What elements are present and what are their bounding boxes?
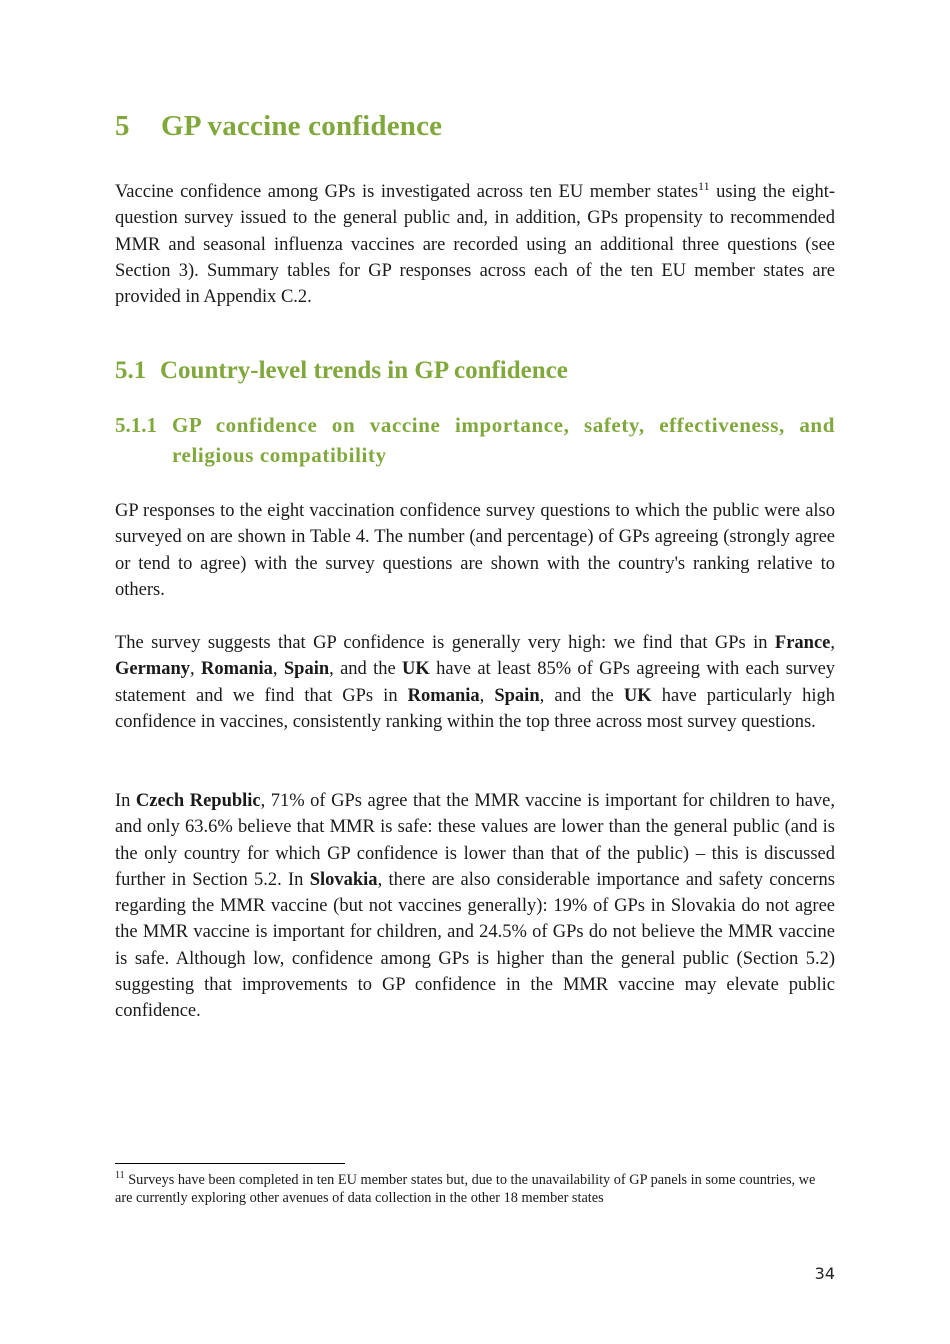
country-name: Romania [407, 685, 480, 706]
text-run: , [830, 633, 835, 653]
intro-text-continued: using the eight-question survey issued to the general public and, in addition, GPs propensity to recommended MMR and seasonal influenza vaccines are recorded using an additional three questions (see Section 3). Summary tables for GP responses across each of the ten EU member states are provided in Appendix C.2. [115, 182, 835, 308]
country-name: France [774, 633, 831, 653]
text-run: The survey suggests that GP confidence is generally very high: we find that GPs in [115, 633, 775, 653]
subsection-number: 5.1 [115, 357, 147, 384]
text-run: , and the [539, 685, 624, 706]
text-run: In [115, 791, 136, 811]
section-heading [115, 110, 442, 143]
section-title: GP vaccine confidence [161, 110, 443, 142]
footnote [115, 1172, 835, 1207]
intro-text: Vaccine confidence among GPs is investigated across ten EU member states [115, 182, 699, 202]
country-name: Germany [115, 659, 191, 680]
text-run: , [190, 659, 201, 680]
text-run: , [479, 685, 495, 706]
text-run: , [272, 659, 284, 680]
country-name: UK [623, 685, 652, 706]
footnote-reference[interactable]: 11 [698, 178, 710, 193]
section-number: 5 [115, 110, 130, 142]
country-name: Czech Republic [135, 791, 261, 811]
footnote-text: Surveys have been completed in ten EU member states but, due to the unavailability of GP panels in some countries, we are currently exploring other avenues of data collection in the other 18 member states [115, 1172, 816, 1206]
text-run: , and the [329, 659, 403, 680]
footnote-divider [115, 1163, 345, 1164]
page-number: 34 [814, 1264, 835, 1283]
paragraph-gp-confidence-high [115, 630, 835, 735]
paragraph-gp-responses: GP responses to the eight vaccination confidence survey questions to which the public were also surveyed on are shown in Table 4. The number (and percentage) of GPs agreeing (strongly agree or tend to agree) with the survey questions are shown with the country's ranking relative to others. [115, 501, 835, 600]
country-name: Romania [200, 659, 273, 680]
text-run: have particularly high confidence in vaccines, consistently ranking within the top three across most survey questions. [115, 685, 836, 732]
subsubsection-heading [115, 410, 835, 470]
country-name: Slovakia [309, 869, 378, 890]
subsubsection-title: GP confidence on vaccine importance, safety, effectiveness, and religious compatibility [172, 413, 835, 467]
subsection-heading [115, 357, 568, 385]
country-name: UK [402, 659, 430, 680]
country-name: Spain [283, 659, 330, 680]
text-run: , 71% of GPs agree that the MMR vaccine is important for children to have, and only 63.6% believe that MMR is safe: these values are lower than the general public (and is the only country for which GP confidence is lower than that of the public) – this is discussed further in Section 5.2. In [115, 791, 835, 890]
subsubsection-number: 5.1.1 [115, 413, 157, 437]
paragraph-czech-slovakia [115, 788, 835, 1025]
intro-paragraph [115, 179, 835, 310]
text-run: have at least 85% of GPs agreeing with each survey statement and we find that GPs in [115, 659, 836, 706]
footnote-mark: 11 [115, 1170, 125, 1182]
subsection-title: Country-level trends in GP confidence [160, 357, 568, 384]
country-name: Spain [494, 685, 540, 706]
text-run: , there are also considerable importance and safety concerns regarding the MMR vaccine (but not vaccines generally): 19% of GPs in Slovakia do not agree the MMR vaccine is important for children, and 24.5% of GPs do not believe the MMR vaccine is safe. Although low, confidence among GPs is higher than the general public (Section 5.2) suggesting that improvements to GP confidence in the MMR vaccine may elevate public confidence. [115, 869, 835, 1022]
